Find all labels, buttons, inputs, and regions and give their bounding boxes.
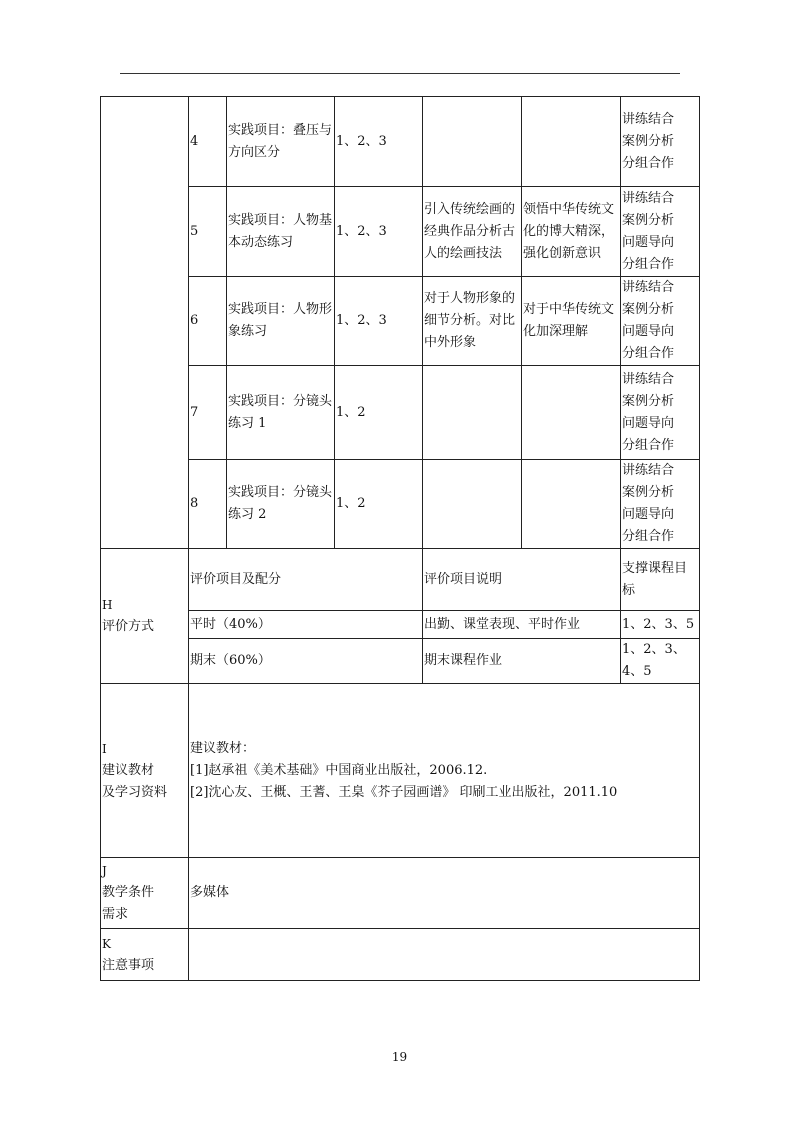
evaluation-label-cell bbox=[101, 549, 189, 684]
section-label: 建议教材 bbox=[102, 762, 155, 778]
teaching-methods: 讲练结合 案例分析 问题导向 分组合作 bbox=[621, 366, 700, 460]
teaching-methods: 讲练结合 案例分析 分组合作 bbox=[621, 97, 700, 187]
ideology-element: 对于中华传统文化加深理解 bbox=[522, 277, 621, 366]
eval-desc: 出勤、课堂表现、平时作业 bbox=[423, 611, 621, 639]
section-label: 教学条件 bbox=[102, 885, 155, 900]
row-number: 6 bbox=[189, 277, 227, 366]
notes-label-cell bbox=[101, 929, 189, 981]
row-number: 4 bbox=[189, 97, 227, 187]
target-numbers: 1、2、3 bbox=[335, 97, 423, 187]
row-number: 7 bbox=[189, 366, 227, 460]
project-name: 实践项目：分镜头练习 2 bbox=[227, 460, 335, 549]
materials-heading: 建议教材： bbox=[190, 740, 256, 756]
teaching-content bbox=[423, 97, 522, 187]
target-numbers: 1、2、3 bbox=[335, 187, 423, 277]
schedule-row bbox=[101, 187, 700, 277]
teaching-methods: 讲练结合 案例分析 问题导向 分组合作 bbox=[621, 460, 700, 549]
eval-header-item: 评价项目及配分 bbox=[189, 549, 423, 611]
teaching-methods: 讲练结合 案例分析 问题导向 分组合作 bbox=[621, 187, 700, 277]
section-label: 需求 bbox=[102, 907, 129, 922]
project-name: 实践项目：人物形象练习 bbox=[227, 277, 335, 366]
section-label: 评价方式 bbox=[102, 619, 155, 634]
materials-content bbox=[189, 684, 700, 858]
conditions-row bbox=[101, 858, 700, 929]
section-letter: H bbox=[102, 598, 113, 612]
materials-row bbox=[101, 684, 700, 858]
teaching-content bbox=[423, 366, 522, 460]
schedule-label-cell bbox=[101, 97, 189, 549]
ideology-element bbox=[522, 366, 621, 460]
reference-item: [1]赵承祖《美术基础》中国商业出版社，2006.12. bbox=[190, 762, 488, 778]
eval-desc: 期末课程作业 bbox=[423, 639, 621, 684]
schedule-row bbox=[101, 277, 700, 366]
project-name: 实践项目：分镜头练习 1 bbox=[227, 366, 335, 460]
conditions-label-cell bbox=[101, 858, 189, 929]
course-table bbox=[100, 96, 700, 981]
eval-item: 期末（60%） bbox=[189, 639, 423, 684]
page-number: 19 bbox=[391, 1050, 408, 1064]
section-label: 注意事项 bbox=[102, 957, 155, 973]
ideology-element bbox=[522, 97, 621, 187]
materials-label-cell bbox=[101, 684, 189, 858]
schedule-row bbox=[101, 366, 700, 460]
ideology-element bbox=[522, 460, 621, 549]
target-numbers: 1、2 bbox=[335, 366, 423, 460]
row-number: 8 bbox=[189, 460, 227, 549]
section-letter: K bbox=[102, 936, 111, 951]
notes-value bbox=[189, 929, 700, 981]
eval-goals: 1、2、3、4、5 bbox=[621, 639, 700, 684]
eval-item: 平时（40%） bbox=[189, 611, 423, 639]
section-label: 及学习资料 bbox=[102, 784, 168, 800]
project-name: 实践项目：叠压与方向区分 bbox=[227, 97, 335, 187]
conditions-value: 多媒体 bbox=[189, 858, 700, 929]
target-numbers: 1、2、3 bbox=[335, 277, 423, 366]
project-name: 实践项目：人物基本动态练习 bbox=[227, 187, 335, 277]
ideology-element: 领悟中华传统文化的博大精深，强化创新意识 bbox=[522, 187, 621, 277]
eval-header-desc: 评价项目说明 bbox=[423, 549, 621, 611]
schedule-row bbox=[101, 460, 700, 549]
reference-item: [2]沈心友、王概、王蓍、王臬《芥子园画谱》 印刷工业出版社，2011.10 bbox=[190, 784, 618, 800]
section-letter: J bbox=[102, 864, 107, 878]
eval-header-goals: 支撑课程目标 bbox=[621, 549, 700, 611]
eval-goals: 1、2、3、5 bbox=[621, 611, 700, 639]
row-number: 5 bbox=[189, 187, 227, 277]
teaching-methods: 讲练结合 案例分析 问题导向 分组合作 bbox=[621, 277, 700, 366]
evaluation-header-row bbox=[101, 549, 700, 611]
section-letter: I bbox=[102, 741, 107, 756]
teaching-content: 引入传统绘画的经典作品分析古人的绘画技法 bbox=[423, 187, 522, 277]
schedule-row bbox=[101, 97, 700, 187]
teaching-content bbox=[423, 460, 522, 549]
target-numbers: 1、2 bbox=[335, 460, 423, 549]
evaluation-row bbox=[101, 611, 700, 639]
teaching-content: 对于人物形象的细节分析。对比中外形象 bbox=[423, 277, 522, 366]
evaluation-row bbox=[101, 639, 700, 684]
header-rule bbox=[120, 73, 680, 74]
notes-row bbox=[101, 929, 700, 981]
